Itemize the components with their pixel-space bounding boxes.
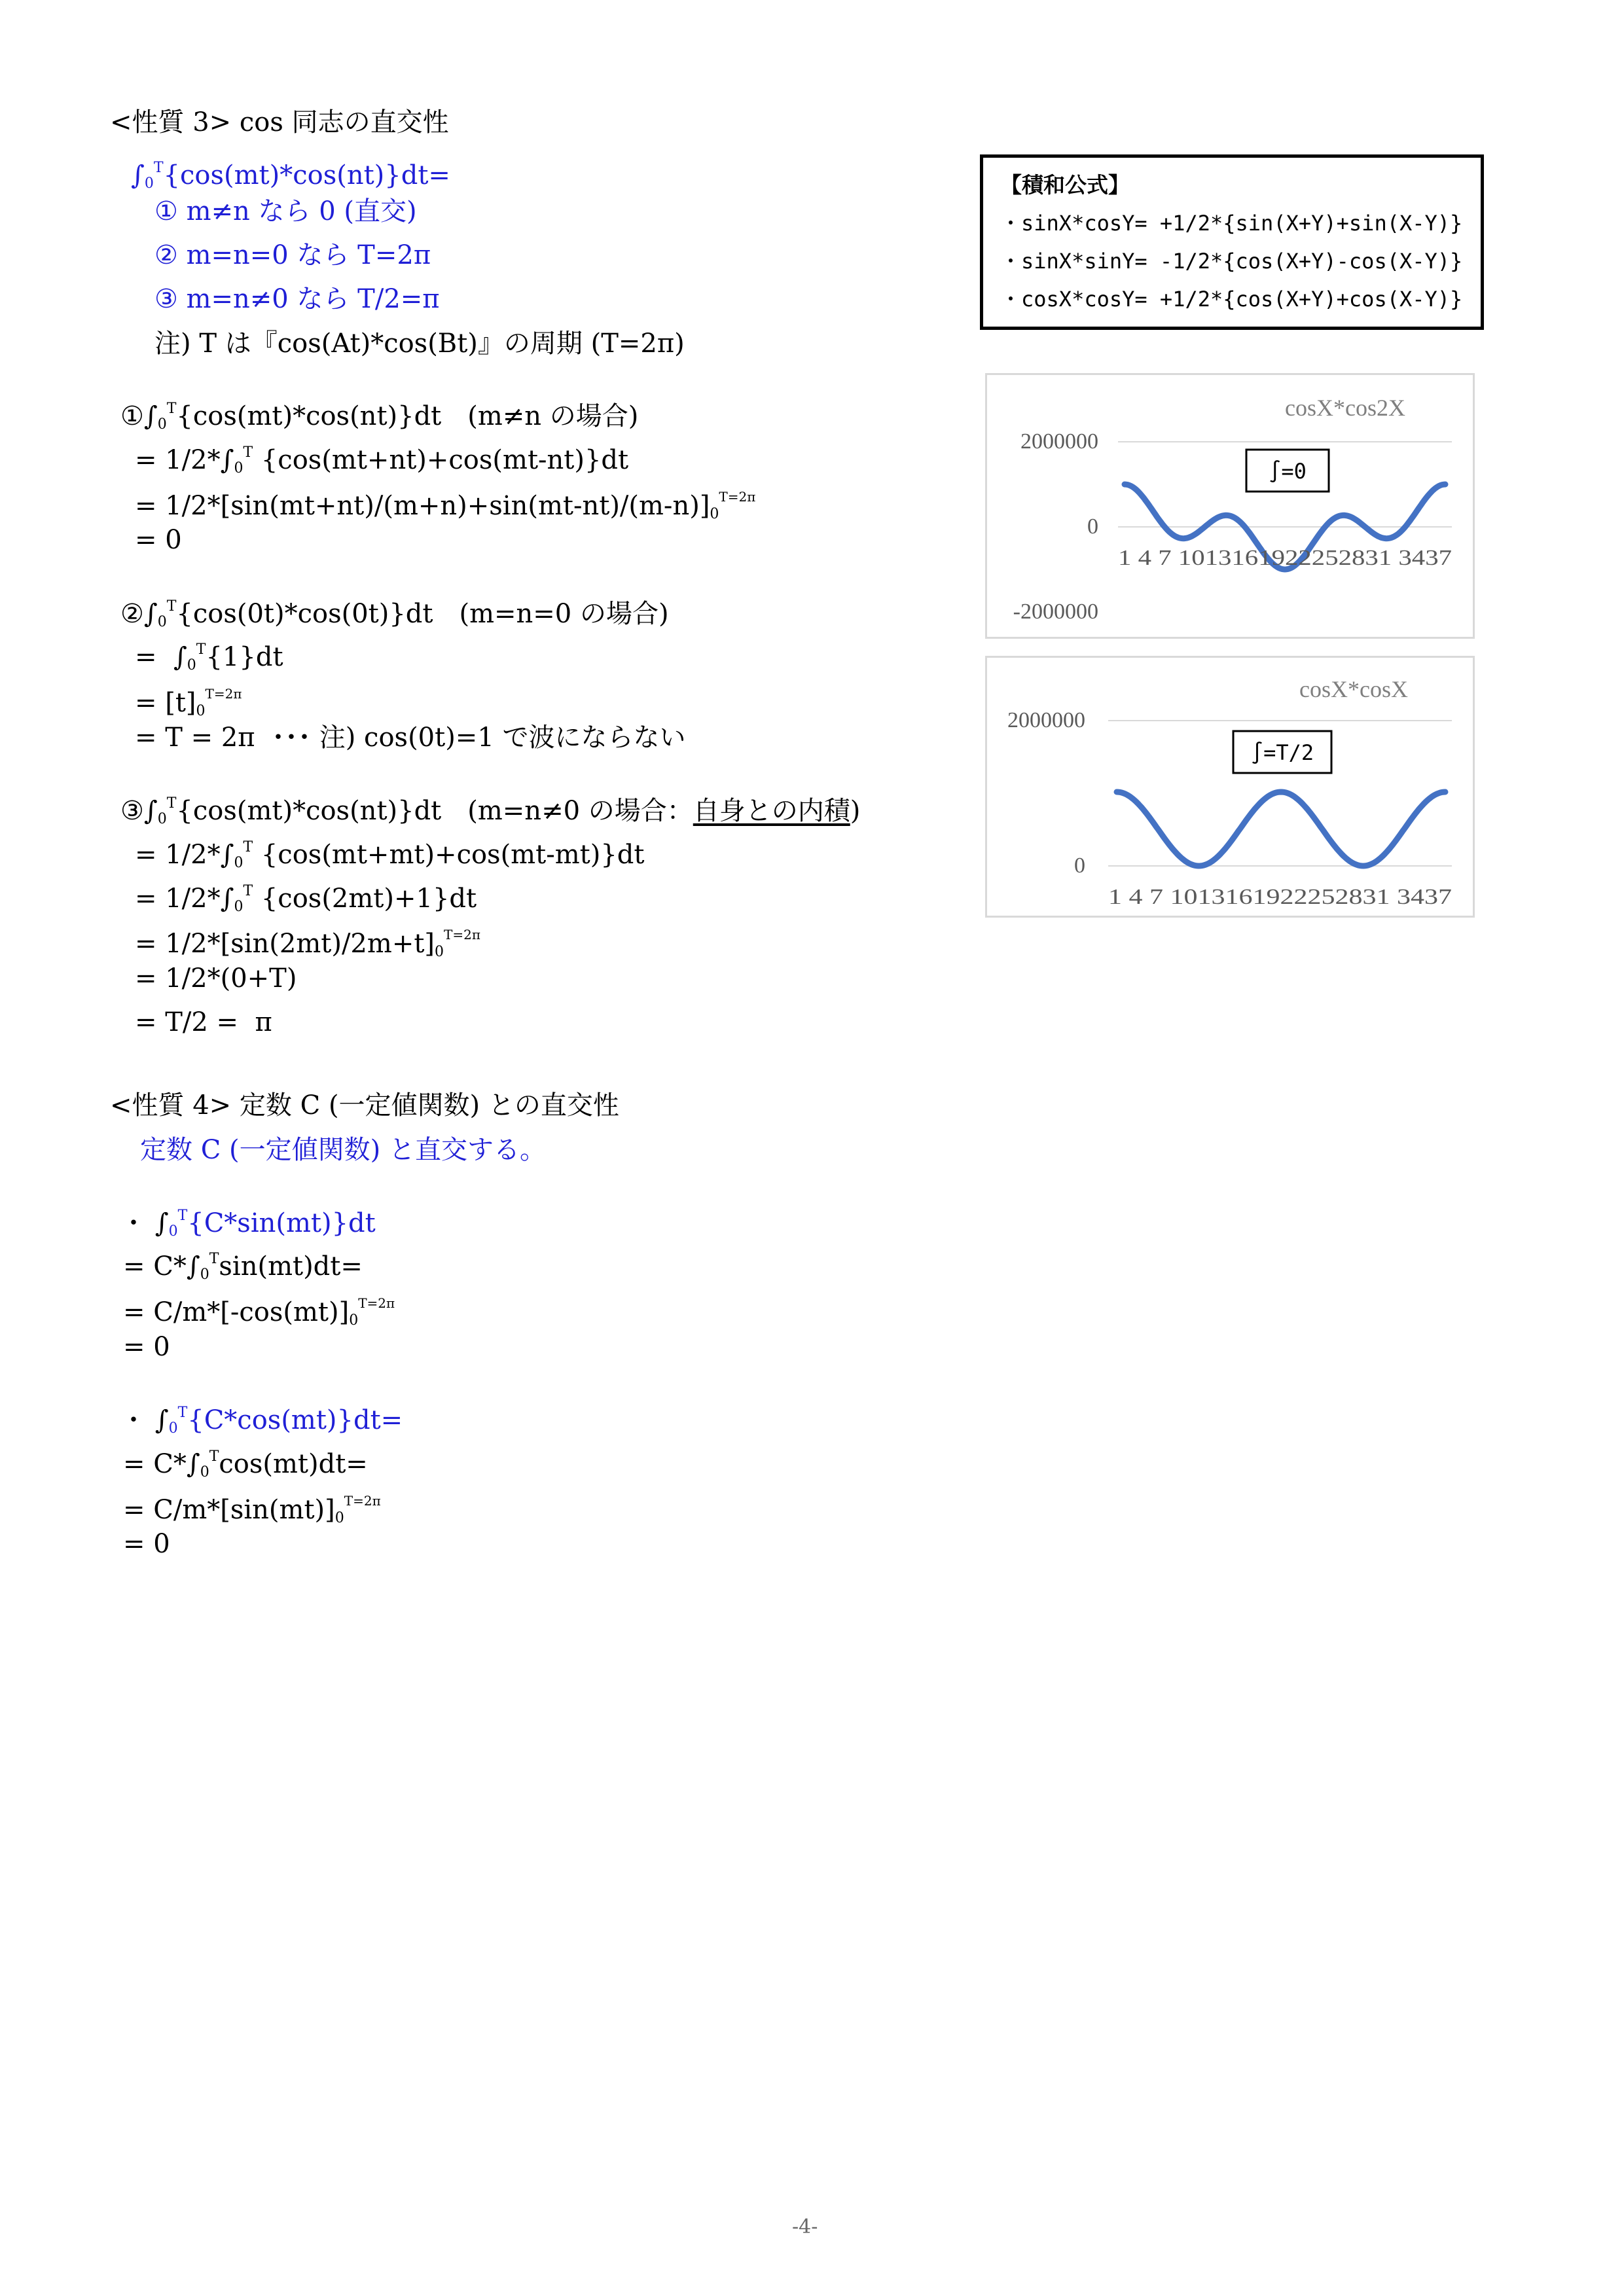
- proof4-a-line2: = $C*\int_0^T\sin(mt)dt=$: [123, 1251, 363, 1283]
- proof1-line2: = $1/2*\int_0^T$ {cos(mt+nt)+cos(mt-nt)}dt: [135, 444, 629, 476]
- product-to-sum-formula-box: [980, 154, 1484, 330]
- section3-note: 注) T は『cos(At)*cos(Bt)』の周期 (T=2π): [154, 329, 685, 359]
- proof4-b-line2: = $C*\int_0^T\cos(mt)dt=$: [123, 1448, 368, 1480]
- page-number: -4-: [792, 2215, 818, 2238]
- proof4-a-line3: = $C/m*[-\cos(mt)]_0^{T=2\pi}$: [123, 1295, 395, 1329]
- proof1-head: $①\int_0^T\{\cos(mt)*\cos(nt)\}dt$ (m≠n の場合): [120, 401, 639, 433]
- proof4-b-line1: ・ $\int_0^T\{C*\cos(mt)\}dt=$: [120, 1405, 403, 1437]
- integral-body: {cos(mt)*cos(nt)}dt=: [163, 160, 450, 190]
- proof1-line4: = 0: [135, 525, 182, 555]
- proof2-head: $②\int_0^T\{\cos(0t)*\cos(0t)\}dt$ (m=n=0 の場合): [120, 598, 669, 630]
- proof3-line6: = T/2 = π: [135, 1007, 272, 1037]
- annotation-integral-half-period: ∫=T/2: [1250, 740, 1314, 765]
- proof3-head: $③\int_0^T\{\cos(mt)*\cos(nt)\}dt$ (m=n≠0 の場合：自身との内積): [120, 795, 861, 827]
- proof3-line5: = 1/2*(0+T): [135, 963, 297, 994]
- upper-limit: T: [153, 160, 164, 176]
- integral-symbol: ∫: [131, 160, 145, 190]
- chart-cosx-cosx-svg: [987, 658, 1477, 920]
- ytick-label: 2000000: [1007, 708, 1085, 732]
- proof2-line4: = T = 2π ･･･ 注) cos(0t)=1 で波にならない: [135, 723, 686, 753]
- formula-box-title: 【積和公式】: [1000, 172, 1130, 198]
- proof2-line2: = $\int_0^T\{1\}dt$: [135, 641, 283, 673]
- xtick-labels: 1 4 7 1013161922252831 3437: [1118, 546, 1452, 570]
- series-line-cosx-cosx: [1117, 792, 1445, 866]
- proof3-line4: = $1/2*[\sin(2mt)/2m+t]_0^{T=2\pi}$: [135, 927, 480, 960]
- section3-case3: ③ m=n≠0 なら T/2=π: [154, 284, 440, 314]
- proof4-b-line4: = 0: [123, 1529, 170, 1559]
- ytick-label: -2000000: [1013, 600, 1098, 624]
- formula-line-sin-cos: ・sinX*cosY= +1/2*{sin(X+Y)+sin(X-Y)}: [1000, 211, 1463, 236]
- formula-line-cos-cos: ・cosX*cosY= +1/2*{cos(X+Y)+cos(X-Y)}: [1000, 287, 1463, 312]
- chart-cosx-cos2x: [985, 373, 1475, 639]
- formula-line-sin-sin: ・sinX*sinY= -1/2*{cos(X+Y)-cos(X-Y)}: [1000, 249, 1463, 274]
- section3-integral: [131, 152, 450, 200]
- proof4-a-line1: ・ $\int_0^T\{C*\sin(mt)\}dt$: [120, 1208, 376, 1240]
- xtick-labels: 1 4 7 1013161922252831 3437: [1108, 885, 1452, 909]
- annotation-integral-zero: ∫=0: [1269, 459, 1307, 484]
- section3-case1: ① m≠n なら 0 (直交): [154, 196, 417, 226]
- chart-cosx-cos2x-svg: [987, 375, 1477, 641]
- proof2-line3: = $[t]_0^{T=2\pi}$: [135, 686, 242, 719]
- proof3-line3: = $1/2*\int_0^T$ {cos(2mt)+1}dt: [135, 883, 477, 915]
- ytick-label: 0: [1074, 853, 1085, 878]
- lower-limit: 0: [144, 175, 154, 192]
- section3-case2: ② m=n=0 なら T=2π: [154, 240, 431, 270]
- proof3-line2: = $1/2*\int_0^T$ {cos(mt+mt)+cos(mt-mt)}dt: [135, 839, 645, 871]
- section4-subtitle: 定数 C (一定値関数) と直交する。: [140, 1135, 546, 1165]
- ytick-label: 2000000: [1020, 429, 1098, 454]
- section4-title: <性質 4> 定数 C (一定値関数) との直交性: [110, 1090, 619, 1121]
- proof4-a-line4: = 0: [123, 1332, 170, 1362]
- proof4-b-line3: = $C/m*[\sin(mt)]_0^{T=2\pi}$: [123, 1493, 381, 1526]
- chart-cosx-cosx: [985, 656, 1475, 918]
- section3-title: <性質 3> cos 同志の直交性: [110, 107, 449, 137]
- self-inner-product: 自身との内積: [693, 796, 850, 826]
- chart-title: cosX*cosX: [1299, 676, 1408, 702]
- ytick-label: 0: [1087, 514, 1098, 539]
- chart-title: cosX*cos2X: [1285, 395, 1405, 421]
- proof1-line3: = $1/2*[\sin(mt+nt)/(m+n)+\sin(mt-nt)/(m-n)]_0^{T=2\pi}$: [135, 489, 756, 522]
